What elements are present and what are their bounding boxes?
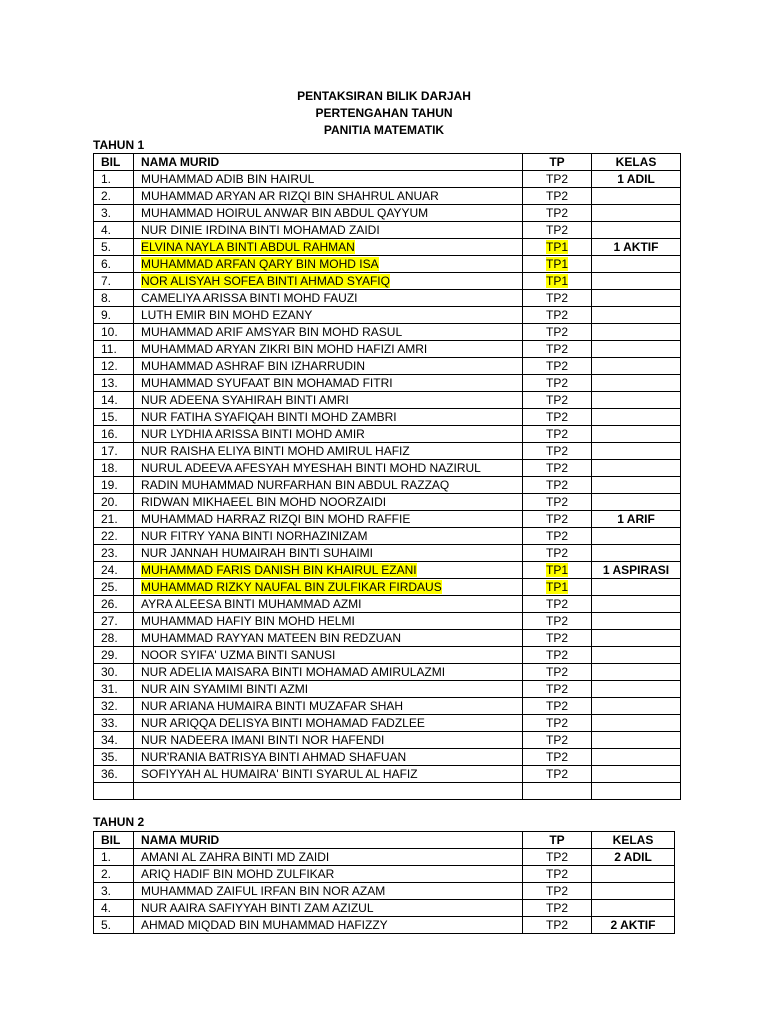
cell-kelas: 1 ADIL <box>592 171 681 188</box>
cell-bil: 4. <box>94 900 134 917</box>
cell-bil: 27. <box>94 613 134 630</box>
cell-bil: 32. <box>94 698 134 715</box>
table-row <box>94 188 681 205</box>
table-row <box>94 205 681 222</box>
cell-tp: TP2 <box>523 307 592 324</box>
cell-tp <box>523 239 592 256</box>
student-table-tahun-2 <box>93 831 675 934</box>
header-nama-murid: NAMA MURID <box>134 154 523 171</box>
highlighted-text: MUHAMMAD ARFAN QARY BIN MOHD ISA <box>141 256 379 271</box>
highlighted-text: TP1 <box>545 256 568 271</box>
cell-nama-murid: MUHAMMAD ARYAN ZIKRI BIN MOHD HAFIZI AMRI <box>134 341 523 358</box>
cell-kelas <box>592 883 675 900</box>
cell-bil: 20. <box>94 494 134 511</box>
cell-kelas <box>592 290 681 307</box>
cell-kelas <box>592 256 681 273</box>
cell-kelas <box>592 528 681 545</box>
cell-tp <box>523 562 592 579</box>
cell-kelas <box>592 613 681 630</box>
cell-nama-murid: NUR NADEERA IMANI BINTI NOR HAFENDI <box>134 732 523 749</box>
cell-bil: 22. <box>94 528 134 545</box>
cell-bil: 25. <box>94 579 134 596</box>
cell-kelas <box>592 545 681 562</box>
cell-kelas <box>592 324 681 341</box>
cell-bil: 4. <box>94 222 134 239</box>
cell-nama-murid: MUHAMMAD SYUFAAT BIN MOHAMAD FITRI <box>134 375 523 392</box>
cell-nama-murid: SOFIYYAH AL HUMAIRA' BINTI SYARUL AL HAFIZ <box>134 766 523 783</box>
cell-kelas <box>592 375 681 392</box>
table-row <box>94 307 681 324</box>
cell-nama-murid: NUR ADEENA SYAHIRAH BINTI AMRI <box>134 392 523 409</box>
cell-bil: 19. <box>94 477 134 494</box>
cell-tp: TP2 <box>523 866 592 883</box>
cell-nama-murid: NUR ARIQQA DELISYA BINTI MOHAMAD FADZLEE <box>134 715 523 732</box>
cell-tp: TP2 <box>523 511 592 528</box>
cell-kelas <box>592 715 681 732</box>
cell-kelas <box>592 222 681 239</box>
cell-tp <box>523 273 592 290</box>
cell-tp: TP2 <box>523 290 592 307</box>
cell-nama-murid: RADIN MUHAMMAD NURFARHAN BIN ABDUL RAZZAQ <box>134 477 523 494</box>
cell-kelas: 1 ARIF <box>592 511 681 528</box>
table-row <box>94 511 681 528</box>
cell-tp: TP2 <box>523 409 592 426</box>
cell-nama-murid: NUR'RANIA BATRISYA BINTI AHMAD SHAFUAN <box>134 749 523 766</box>
cell-kelas <box>592 579 681 596</box>
cell-kelas <box>592 205 681 222</box>
cell-kelas <box>592 341 681 358</box>
cell-kelas <box>592 749 681 766</box>
table-row <box>94 681 681 698</box>
cell-kelas <box>592 866 675 883</box>
cell-tp: TP2 <box>523 528 592 545</box>
highlighted-text: ELVINA NAYLA BINTI ABDUL RAHMAN <box>141 239 355 254</box>
table-row <box>94 630 681 647</box>
cell-tp: TP2 <box>523 171 592 188</box>
cell-tp: TP2 <box>523 426 592 443</box>
cell-kelas <box>592 900 675 917</box>
cell-nama-murid: NUR AIN SYAMIMI BINTI AZMI <box>134 681 523 698</box>
cell-bil: 16. <box>94 426 134 443</box>
cell-bil: 26. <box>94 596 134 613</box>
cell-nama-murid <box>134 273 523 290</box>
cell-tp: TP2 <box>523 900 592 917</box>
cell-kelas <box>592 460 681 477</box>
cell-tp: TP2 <box>523 222 592 239</box>
table-row <box>94 545 681 562</box>
cell-kelas <box>592 698 681 715</box>
table-row <box>94 698 681 715</box>
cell-tp: TP2 <box>523 460 592 477</box>
cell-kelas <box>592 273 681 290</box>
cell-kelas <box>592 188 681 205</box>
cell-nama-murid <box>134 562 523 579</box>
cell-nama-murid: ARIQ HADIF BIN MOHD ZULFIKAR <box>134 866 523 883</box>
cell-nama-murid: NUR ARIANA HUMAIRA BINTI MUZAFAR SHAH <box>134 698 523 715</box>
table-row <box>94 273 681 290</box>
table-row <box>94 375 681 392</box>
cell-bil: 12. <box>94 358 134 375</box>
cell-tp: TP2 <box>523 698 592 715</box>
cell-kelas <box>592 664 681 681</box>
table-header-row <box>94 154 681 171</box>
cell-tp: TP2 <box>523 375 592 392</box>
cell-nama-murid: NUR AAIRA SAFIYYAH BINTI ZAM AZIZUL <box>134 900 523 917</box>
cell-nama-murid: LUTH EMIR BIN MOHD EZANY <box>134 307 523 324</box>
cell-bil: 17. <box>94 443 134 460</box>
cell-bil: 8. <box>94 290 134 307</box>
cell-bil: 3. <box>94 883 134 900</box>
table-row <box>94 341 681 358</box>
section-label-tahun-1: TAHUN 1 <box>93 138 145 152</box>
cell-kelas <box>592 766 681 783</box>
cell-bil: 1. <box>94 171 134 188</box>
cell-nama-murid <box>134 579 523 596</box>
cell-nama-murid: NUR ADELIA MAISARA BINTI MOHAMAD AMIRULAZMI <box>134 664 523 681</box>
section-label-tahun-2: TAHUN 2 <box>93 815 145 829</box>
table-row <box>94 290 681 307</box>
cell-kelas <box>592 307 681 324</box>
cell-bil: 29. <box>94 647 134 664</box>
table-row <box>94 866 675 883</box>
cell-tp <box>523 783 592 800</box>
cell-tp: TP2 <box>523 596 592 613</box>
table-row <box>94 647 681 664</box>
cell-tp: TP2 <box>523 664 592 681</box>
table-row <box>94 664 681 681</box>
table-row <box>94 409 681 426</box>
header-tp: TP <box>523 832 592 849</box>
table-row <box>94 222 681 239</box>
table-row <box>94 426 681 443</box>
cell-kelas: 1 ASPIRASI <box>592 562 681 579</box>
cell-kelas <box>592 783 681 800</box>
highlighted-text: TP1 <box>545 239 568 254</box>
cell-nama-murid: AYRA ALEESA BINTI MUHAMMAD AZMI <box>134 596 523 613</box>
cell-nama-murid: RIDWAN MIKHAEEL BIN MOHD NOORZAIDI <box>134 494 523 511</box>
table-row <box>94 528 681 545</box>
student-table-tahun-1 <box>93 153 681 800</box>
title-line-1: PENTAKSIRAN BILIK DARJAH <box>297 89 471 103</box>
cell-nama-murid: AMANI AL ZAHRA BINTI MD ZAIDI <box>134 849 523 866</box>
cell-nama-murid: MUHAMMAD RAYYAN MATEEN BIN REDZUAN <box>134 630 523 647</box>
cell-nama-murid: NUR FITRY YANA BINTI NORHAZINIZAM <box>134 528 523 545</box>
cell-bil: 30. <box>94 664 134 681</box>
cell-tp <box>523 579 592 596</box>
cell-bil: 23. <box>94 545 134 562</box>
cell-tp: TP2 <box>523 715 592 732</box>
cell-bil: 3. <box>94 205 134 222</box>
cell-tp: TP2 <box>523 358 592 375</box>
cell-tp: TP2 <box>523 205 592 222</box>
cell-nama-murid <box>134 783 523 800</box>
cell-nama-murid: MUHAMMAD HARRAZ RIZQI BIN MOHD RAFFIE <box>134 511 523 528</box>
table-row <box>94 732 681 749</box>
table-row <box>94 579 681 596</box>
cell-nama-murid: NUR FATIHA SYAFIQAH BINTI MOHD ZAMBRI <box>134 409 523 426</box>
cell-bil: 2. <box>94 866 134 883</box>
highlighted-text: MUHAMMAD FARIS DANISH BIN KHAIRUL EZANI <box>141 562 417 577</box>
cell-tp: TP2 <box>523 732 592 749</box>
cell-tp: TP2 <box>523 917 592 934</box>
cell-bil: 14. <box>94 392 134 409</box>
cell-nama-murid <box>134 239 523 256</box>
table-row <box>94 324 681 341</box>
cell-bil: 24. <box>94 562 134 579</box>
cell-tp: TP2 <box>523 392 592 409</box>
cell-nama-murid: NOOR SYIFA' UZMA BINTI SANUSI <box>134 647 523 664</box>
cell-bil: 28. <box>94 630 134 647</box>
cell-nama-murid: NUR DINIE IRDINA BINTI MOHAMAD ZAIDI <box>134 222 523 239</box>
cell-kelas <box>592 443 681 460</box>
table-row <box>94 596 681 613</box>
header-bil: BIL <box>94 154 134 171</box>
cell-kelas <box>592 681 681 698</box>
cell-kelas: 2 ADIL <box>592 849 675 866</box>
header-bil: BIL <box>94 832 134 849</box>
table-row <box>94 562 681 579</box>
cell-bil: 21. <box>94 511 134 528</box>
document-title <box>0 88 768 139</box>
cell-kelas <box>592 596 681 613</box>
title-line-2: PERTENGAHAN TAHUN <box>315 106 453 120</box>
cell-nama-murid: NUR JANNAH HUMAIRAH BINTI SUHAIMI <box>134 545 523 562</box>
cell-bil: 18. <box>94 460 134 477</box>
cell-tp <box>523 256 592 273</box>
table-row <box>94 256 681 273</box>
header-kelas: KELAS <box>592 154 681 171</box>
cell-bil: 31. <box>94 681 134 698</box>
table-row <box>94 392 681 409</box>
cell-kelas <box>592 426 681 443</box>
cell-nama-murid: NURUL ADEEVA AFESYAH MYESHAH BINTI MOHD NAZIRUL <box>134 460 523 477</box>
cell-bil: 10. <box>94 324 134 341</box>
cell-kelas <box>592 409 681 426</box>
cell-bil: 5. <box>94 917 134 934</box>
cell-nama-murid: MUHAMMAD ARIF AMSYAR BIN MOHD RASUL <box>134 324 523 341</box>
title-line-3: PANITIA MATEMATIK <box>323 123 445 137</box>
cell-kelas <box>592 358 681 375</box>
cell-kelas: 1 AKTIF <box>592 239 681 256</box>
cell-tp: TP2 <box>523 681 592 698</box>
cell-tp: TP2 <box>523 766 592 783</box>
table-row <box>94 749 681 766</box>
table-row <box>94 900 675 917</box>
table-header-row <box>94 832 675 849</box>
table-row <box>94 715 681 732</box>
table-row <box>94 613 681 630</box>
highlighted-text: TP1 <box>545 579 568 594</box>
cell-kelas <box>592 477 681 494</box>
cell-tp: TP2 <box>523 630 592 647</box>
cell-bil <box>94 783 134 800</box>
cell-bil: 11. <box>94 341 134 358</box>
cell-nama-murid: MUHAMMAD ADIB BIN HAIRUL <box>134 171 523 188</box>
highlighted-text: TP1 <box>545 273 568 288</box>
cell-nama-murid: MUHAMMAD ARYAN AR RIZQI BIN SHAHRUL ANUAR <box>134 188 523 205</box>
cell-tp: TP2 <box>523 188 592 205</box>
highlighted-text: MUHAMMAD RIZKY NAUFAL BIN ZULFIKAR FIRDAUS <box>141 579 442 594</box>
highlighted-text: TP1 <box>545 562 568 577</box>
header-tp: TP <box>523 154 592 171</box>
cell-tp: TP2 <box>523 477 592 494</box>
table-row <box>94 477 681 494</box>
table-row <box>94 494 681 511</box>
cell-bil: 15. <box>94 409 134 426</box>
cell-nama-murid: MUHAMMAD HOIRUL ANWAR BIN ABDUL QAYYUM <box>134 205 523 222</box>
cell-tp: TP2 <box>523 749 592 766</box>
cell-bil: 34. <box>94 732 134 749</box>
cell-nama-murid: AHMAD MIQDAD BIN MUHAMMAD HAFIZZY <box>134 917 523 934</box>
cell-kelas <box>592 732 681 749</box>
cell-bil: 13. <box>94 375 134 392</box>
cell-kelas <box>592 630 681 647</box>
header-kelas: KELAS <box>592 832 675 849</box>
table-row <box>94 883 675 900</box>
table-row <box>94 783 681 800</box>
cell-bil: 36. <box>94 766 134 783</box>
cell-tp: TP2 <box>523 341 592 358</box>
cell-kelas: 2 AKTIF <box>592 917 675 934</box>
header-nama-murid: NAMA MURID <box>134 832 523 849</box>
cell-tp: TP2 <box>523 324 592 341</box>
cell-tp: TP2 <box>523 647 592 664</box>
cell-bil: 7. <box>94 273 134 290</box>
cell-kelas <box>592 392 681 409</box>
cell-nama-murid: MUHAMMAD ZAIFUL IRFAN BIN NOR AZAM <box>134 883 523 900</box>
cell-nama-murid: MUHAMMAD HAFIY BIN MOHD HELMI <box>134 613 523 630</box>
cell-bil: 1. <box>94 849 134 866</box>
cell-kelas <box>592 494 681 511</box>
table-row <box>94 917 675 934</box>
cell-tp: TP2 <box>523 849 592 866</box>
cell-nama-murid: MUHAMMAD ASHRAF BIN IZHARRUDIN <box>134 358 523 375</box>
cell-tp: TP2 <box>523 613 592 630</box>
cell-tp: TP2 <box>523 443 592 460</box>
cell-nama-murid: NUR RAISHA ELIYA BINTI MOHD AMIRUL HAFIZ <box>134 443 523 460</box>
table-row <box>94 460 681 477</box>
cell-bil: 6. <box>94 256 134 273</box>
table-row <box>94 849 675 866</box>
cell-nama-murid: NUR LYDHIA ARISSA BINTI MOHD AMIR <box>134 426 523 443</box>
cell-bil: 2. <box>94 188 134 205</box>
table-row <box>94 443 681 460</box>
cell-tp: TP2 <box>523 883 592 900</box>
highlighted-text: NOR ALISYAH SOFEA BINTI AHMAD SYAFIQ <box>141 273 390 288</box>
table-row <box>94 171 681 188</box>
cell-bil: 9. <box>94 307 134 324</box>
cell-tp: TP2 <box>523 494 592 511</box>
cell-bil: 5. <box>94 239 134 256</box>
cell-nama-murid: CAMELIYA ARISSA BINTI MOHD FAUZI <box>134 290 523 307</box>
table-row <box>94 239 681 256</box>
cell-kelas <box>592 647 681 664</box>
cell-nama-murid <box>134 256 523 273</box>
cell-bil: 33. <box>94 715 134 732</box>
table-row <box>94 766 681 783</box>
cell-bil: 35. <box>94 749 134 766</box>
cell-tp: TP2 <box>523 545 592 562</box>
table-row <box>94 358 681 375</box>
